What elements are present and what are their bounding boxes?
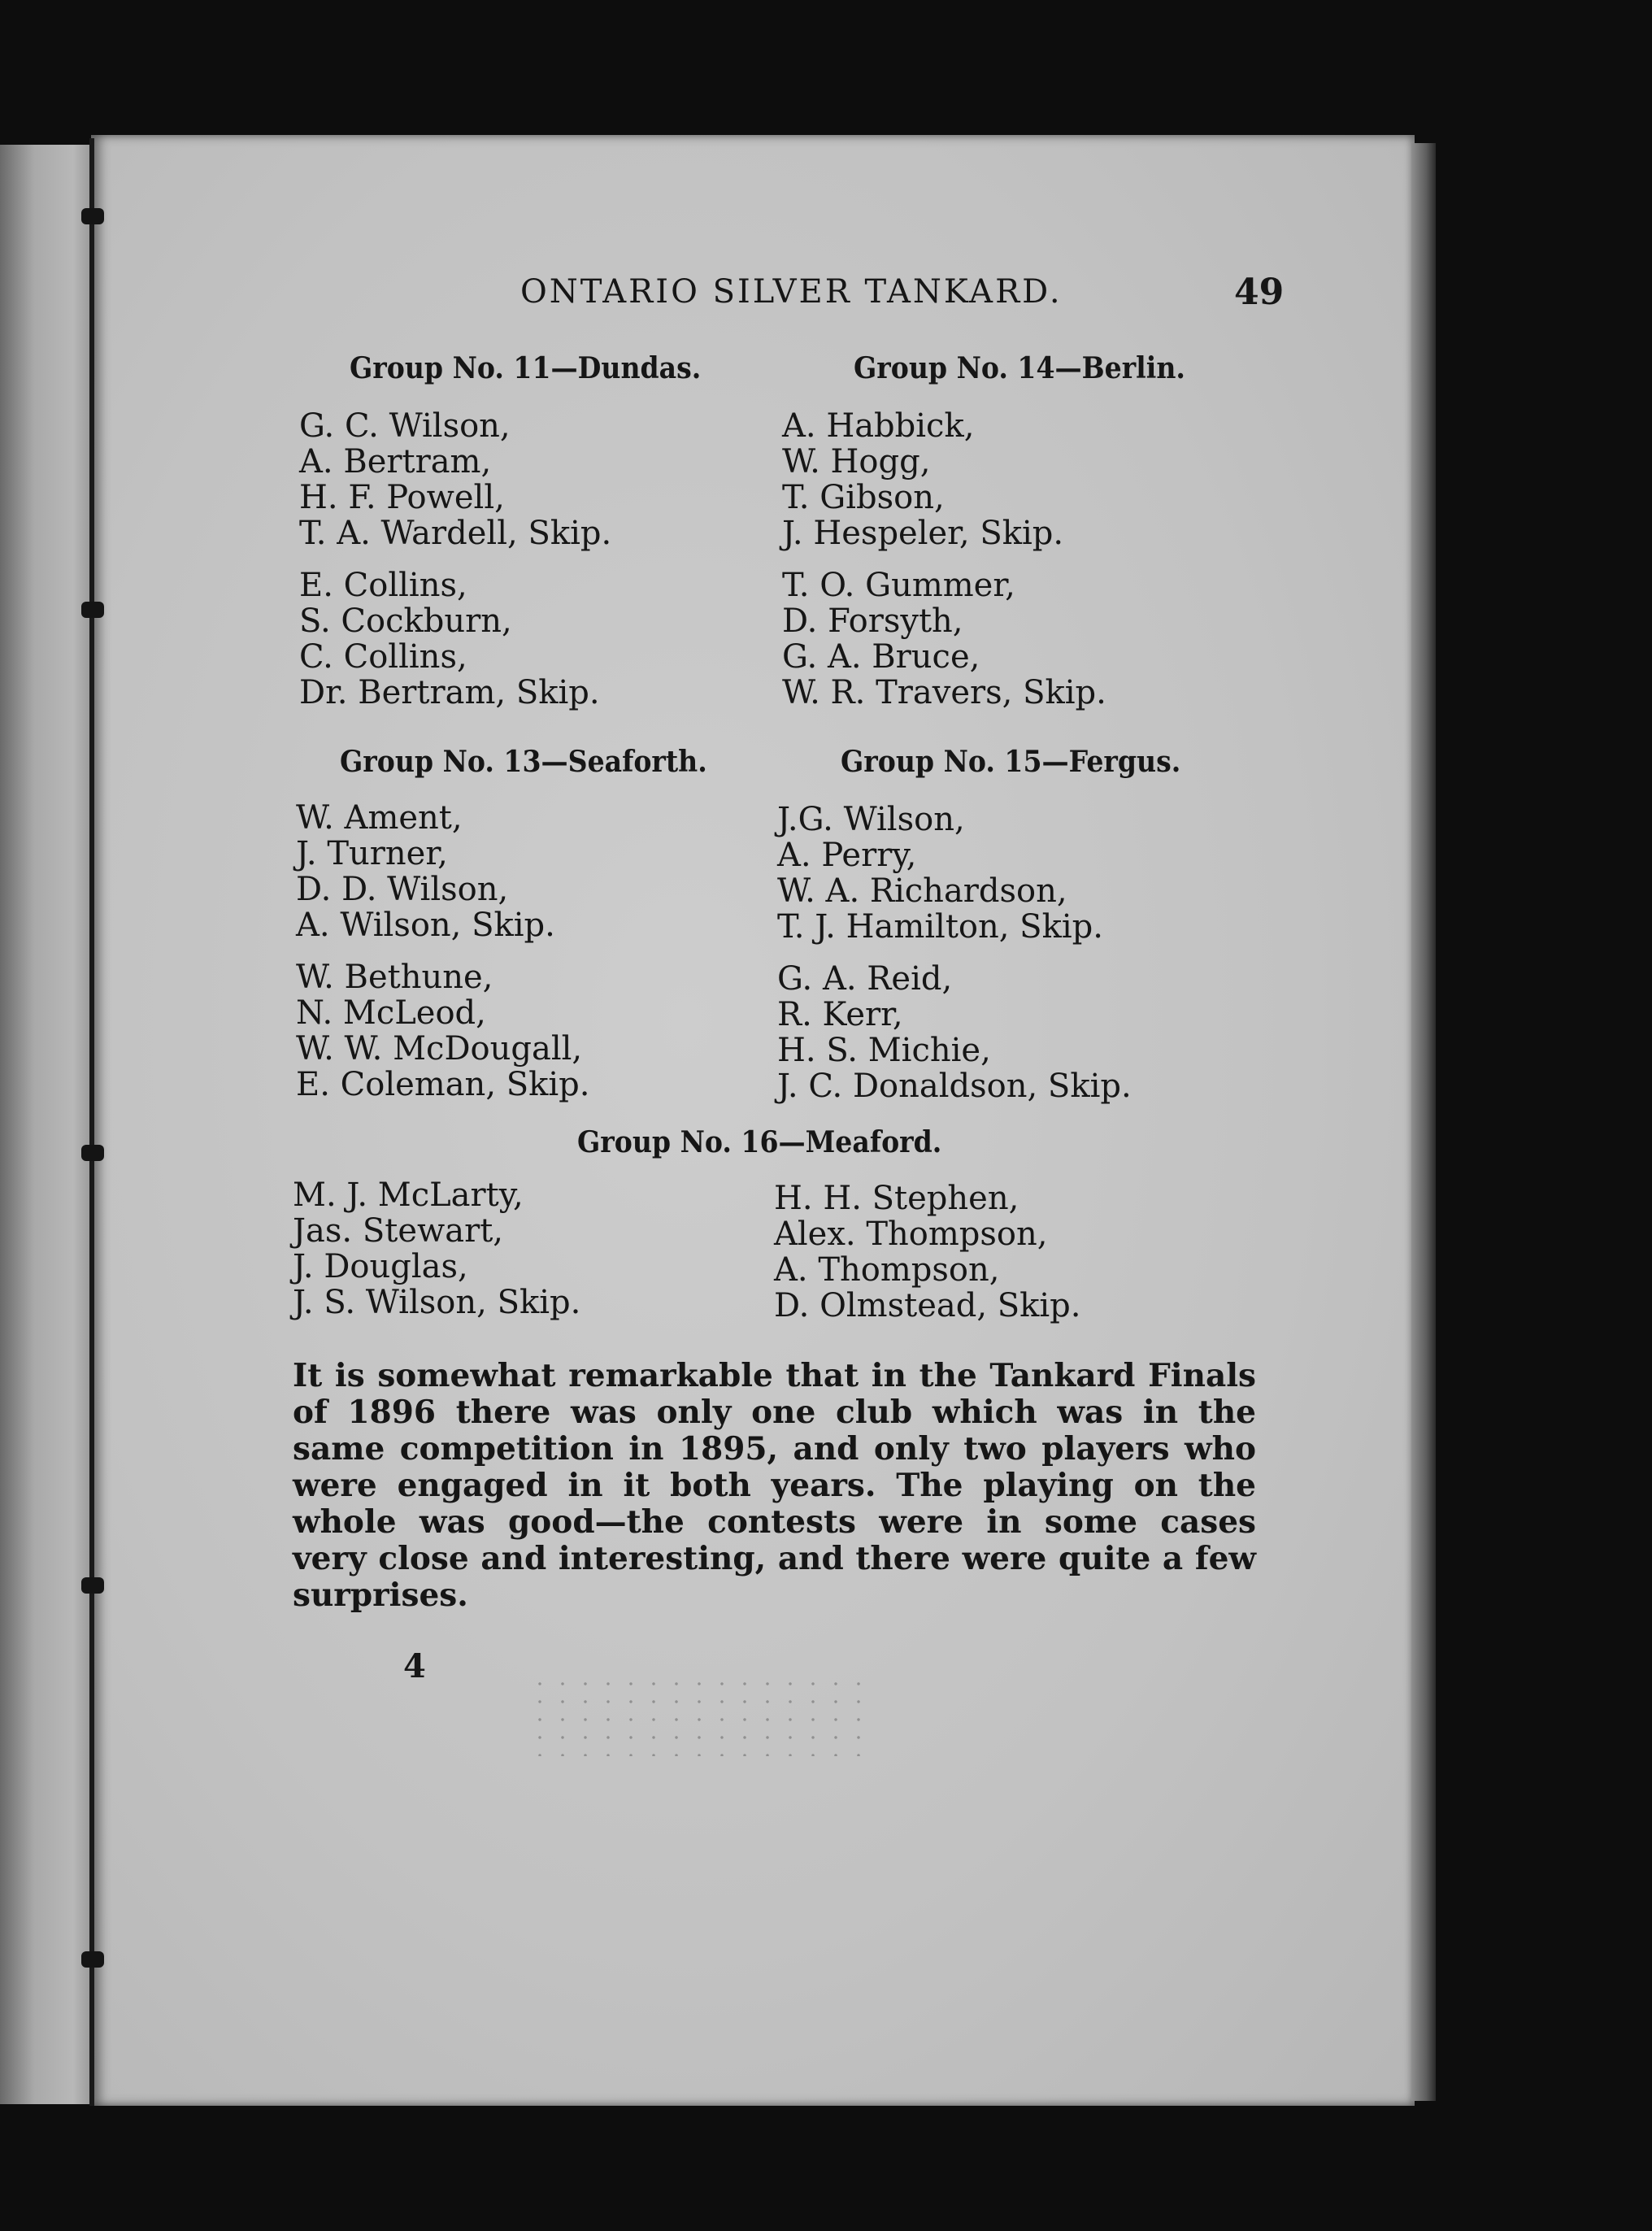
player-name: W. A. Richardson,	[777, 872, 1067, 910]
player-name: J. Douglas,	[293, 1248, 468, 1285]
player-name: H. F. Powell,	[299, 479, 505, 516]
player-name: A. Wilson, Skip.	[296, 907, 555, 944]
team	[782, 568, 1106, 711]
player-name: W. R. Travers, Skip.	[782, 674, 1106, 711]
player-name: J.G. Wilson,	[777, 801, 965, 838]
player-name: R. Kerr,	[777, 996, 903, 1033]
player-name: G. A. Reid,	[777, 960, 953, 998]
group-dundas	[299, 408, 611, 727]
player-name: H. S. Michie,	[777, 1032, 991, 1069]
group-heading-seaforth: Group No. 13—Seaforth.	[340, 745, 707, 779]
group-heading-berlin: Group No. 14—Berlin.	[854, 351, 1185, 385]
player-name: H. H. Stephen,	[774, 1180, 1019, 1217]
player-name: G. A. Bruce,	[782, 638, 980, 676]
page-number: 49	[1234, 272, 1285, 313]
player-name: Jas. Stewart,	[293, 1212, 503, 1250]
player-name: N. McLeod,	[296, 994, 486, 1032]
team	[777, 961, 1132, 1104]
player-name: W. W. McDougall,	[296, 1030, 583, 1068]
player-name: E. Collins,	[299, 567, 467, 604]
player-name: A. Perry,	[777, 837, 917, 874]
player-name: E. Coleman, Skip.	[296, 1066, 590, 1103]
team	[774, 1181, 1081, 1324]
running-head: ONTARIO SILVER TANKARD.	[520, 273, 1063, 311]
team	[296, 800, 590, 943]
player-name: D. Forsyth,	[782, 602, 963, 640]
player-name: D. D. Wilson,	[296, 871, 509, 908]
player-name: T. O. Gummer,	[782, 567, 1015, 604]
team	[296, 959, 590, 1102]
group-heading-dundas: Group No. 11—Dundas.	[350, 351, 702, 385]
group-heading-meaford: Group No. 16—Meaford.	[577, 1125, 942, 1159]
player-name: W. Ament,	[296, 799, 463, 837]
player-name: M. J. McLarty,	[293, 1176, 524, 1214]
player-name: A. Thompson,	[774, 1251, 1000, 1289]
player-name: A. Habbick,	[782, 407, 975, 445]
group-meaford-left	[293, 1177, 580, 1337]
team	[299, 568, 611, 711]
player-name: T. A. Wardell, Skip.	[299, 515, 612, 552]
player-name: W. Bethune,	[296, 959, 493, 996]
group-heading-fergus: Group No. 15—Fergus.	[841, 745, 1181, 779]
player-name: J. Turner,	[296, 835, 448, 872]
group-fergus	[777, 802, 1132, 1120]
team	[777, 802, 1132, 945]
player-name: G. C. Wilson,	[299, 407, 511, 445]
player-name: T. Gibson,	[782, 479, 945, 516]
bleed-through-dots	[528, 1675, 870, 1756]
team	[782, 408, 1106, 551]
group-seaforth	[296, 800, 590, 1119]
team	[293, 1177, 580, 1320]
signature-mark: 4	[403, 1647, 426, 1685]
team	[299, 408, 611, 551]
player-name: S. Cockburn,	[299, 602, 512, 640]
body-paragraph: It is somewhat remarkable that in the Tankard Finals of 1896 there was only one club which was in the same competition in 1895, and only two players who were engaged in it both years. The playing on the whole was good—the contests were in some cases very close and interesting, and there were quite a few surprises.	[293, 1357, 1256, 1614]
player-name: J. S. Wilson, Skip.	[293, 1284, 581, 1321]
group-berlin	[782, 408, 1106, 727]
player-name: J. C. Donaldson, Skip.	[777, 1068, 1132, 1105]
player-name: Alex. Thompson,	[774, 1216, 1048, 1253]
player-name: Dr. Bertram, Skip.	[299, 674, 600, 711]
player-name: T. J. Hamilton, Skip.	[777, 908, 1103, 946]
player-name: J. Hespeler, Skip.	[782, 515, 1064, 552]
player-name: D. Olmstead, Skip.	[774, 1287, 1081, 1324]
group-meaford-right	[774, 1181, 1081, 1340]
player-name: C. Collins,	[299, 638, 467, 676]
player-name: W. Hogg,	[782, 443, 931, 481]
player-name: A. Bertram,	[299, 443, 492, 481]
